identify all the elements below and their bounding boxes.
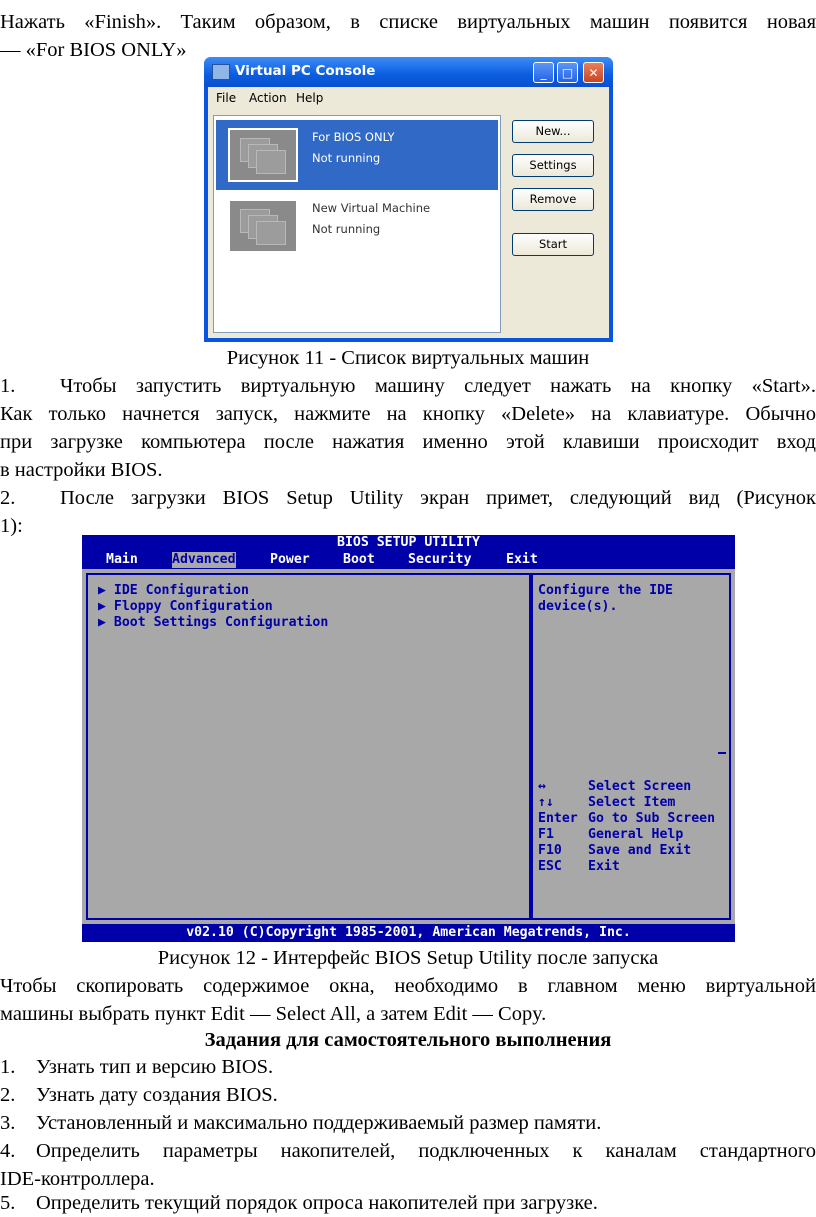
minimize-button[interactable]: _ (533, 62, 554, 83)
bios-tab-main[interactable]: Main (106, 552, 138, 567)
task-item: 1. Узнать тип и версию BIOS. (0, 1056, 274, 1078)
vm-list (213, 115, 501, 333)
bios-key-desc: Go to Sub Screen (588, 811, 716, 826)
maximize-button[interactable]: □ (557, 62, 578, 83)
menu-help[interactable]: Help (296, 91, 324, 105)
paragraph-line: машины выбрать пункт Edit — Select All, а затем Edit — Copy. (0, 1003, 547, 1025)
vm-list-item[interactable] (216, 191, 498, 261)
vm-list-item[interactable] (216, 120, 498, 190)
bios-header (82, 535, 735, 569)
app-icon (212, 64, 230, 80)
bios-setup-screen (82, 535, 735, 942)
bios-item-boot-settings-configuration[interactable]: ▶ Boot Settings Configuration (98, 615, 329, 630)
bios-item-floppy-configuration[interactable]: ▶ Floppy Configuration (98, 599, 273, 614)
bios-key-desc: Select Item (588, 795, 676, 810)
vm-status: Not running (312, 222, 381, 236)
vm-status: Not running (312, 151, 381, 165)
paragraph-line: Чтобы скопировать содержимое окна, необходимо в главном меню виртуальной (0, 975, 816, 997)
bios-tab-boot[interactable]: Boot (343, 552, 375, 567)
paragraph-line: в настройки BIOS. (0, 459, 163, 481)
window-body (208, 109, 609, 338)
bios-key-desc: General Help (588, 827, 684, 842)
bios-tab-power[interactable]: Power (270, 552, 310, 567)
task-item: 4. Определить параметры накопителей, подключенных к каналам стандартного (0, 1140, 816, 1162)
paragraph-line: 2. После загрузки BIOS Setup Utility экран примет, следующий вид (Рисунок (0, 487, 816, 509)
bios-help-text: Configure the IDE (538, 583, 673, 598)
new-button[interactable]: New... (512, 120, 594, 143)
start-button[interactable]: Start (512, 233, 594, 256)
close-button[interactable]: ✕ (583, 62, 604, 83)
bios-tab-security[interactable]: Security (408, 552, 472, 567)
bios-key: ESC (538, 859, 562, 874)
task-item: IDE-контроллера. (0, 1168, 155, 1190)
vm-thumbnail (228, 199, 298, 253)
bios-scroll-marker (718, 752, 726, 754)
bios-key-desc: Select Screen (588, 779, 692, 794)
bios-title: BIOS SETUP UTILITY (337, 535, 480, 550)
paragraph-line: при загрузке компьютера после нажатия именно этой клавиши происходит вход (0, 431, 816, 453)
task-item: 3. Установленный и максимально поддерживаемый размер памяти. (0, 1112, 602, 1134)
virtual-pc-console-window (204, 57, 613, 342)
paragraph-line: Нажать «Finish». Таким образом, в списке виртуальных машин появится новая (0, 11, 816, 33)
bios-key: ↔ (538, 779, 546, 794)
window-title: Virtual PC Console (235, 63, 376, 79)
bios-footer: v02.10 (C)Copyright 1985-2001, American Megatrends, Inc. (82, 924, 735, 942)
bios-key-desc: Save and Exit (588, 843, 692, 858)
vm-thumbnail (228, 128, 298, 182)
menu-file[interactable]: File (216, 91, 237, 105)
bios-help-text: device(s). (538, 599, 618, 614)
section-heading: Задания для самостоятельного выполнения (204, 1029, 612, 1051)
figure-caption: Рисунок 11 - Список виртуальных машин (226, 347, 590, 369)
vm-name: New Virtual Machine (312, 201, 431, 215)
figure-caption: Рисунок 12 - Интерфейс BIOS Setup Utility после запуска (157, 947, 659, 969)
bios-tab-advanced[interactable]: Advanced (172, 552, 236, 567)
bios-key: F1 (538, 827, 554, 842)
paragraph-line: 1): (0, 515, 23, 537)
bios-key-desc: Exit (588, 859, 620, 874)
bios-key: F10 (538, 843, 562, 858)
menu-action[interactable]: Action (249, 91, 287, 105)
title-bar[interactable] (204, 57, 613, 87)
paragraph-line: — «For BIOS ONLY» (0, 39, 187, 61)
task-item: 2. Узнать дату создания BIOS. (0, 1084, 278, 1106)
settings-button[interactable]: Settings (512, 154, 594, 177)
bios-key: Enter (538, 811, 578, 826)
vm-name: For BIOS ONLY (312, 130, 395, 144)
menu-bar (208, 87, 609, 109)
paragraph-line: Как только начнется запуск, нажмите на кнопку «Delete» на клавиатуре. Обычно (0, 403, 816, 425)
task-item: 5. Определить текущий порядок опроса накопителей при загрузке. (0, 1192, 598, 1214)
paragraph-line: 1. Чтобы запустить виртуальную машину следует нажать на кнопку «Start». (0, 375, 816, 397)
bios-tab-exit[interactable]: Exit (506, 552, 538, 567)
bios-item-ide-configuration[interactable]: ▶ IDE Configuration (98, 583, 249, 598)
bios-key: ↑↓ (538, 795, 554, 810)
remove-button[interactable]: Remove (512, 188, 594, 211)
